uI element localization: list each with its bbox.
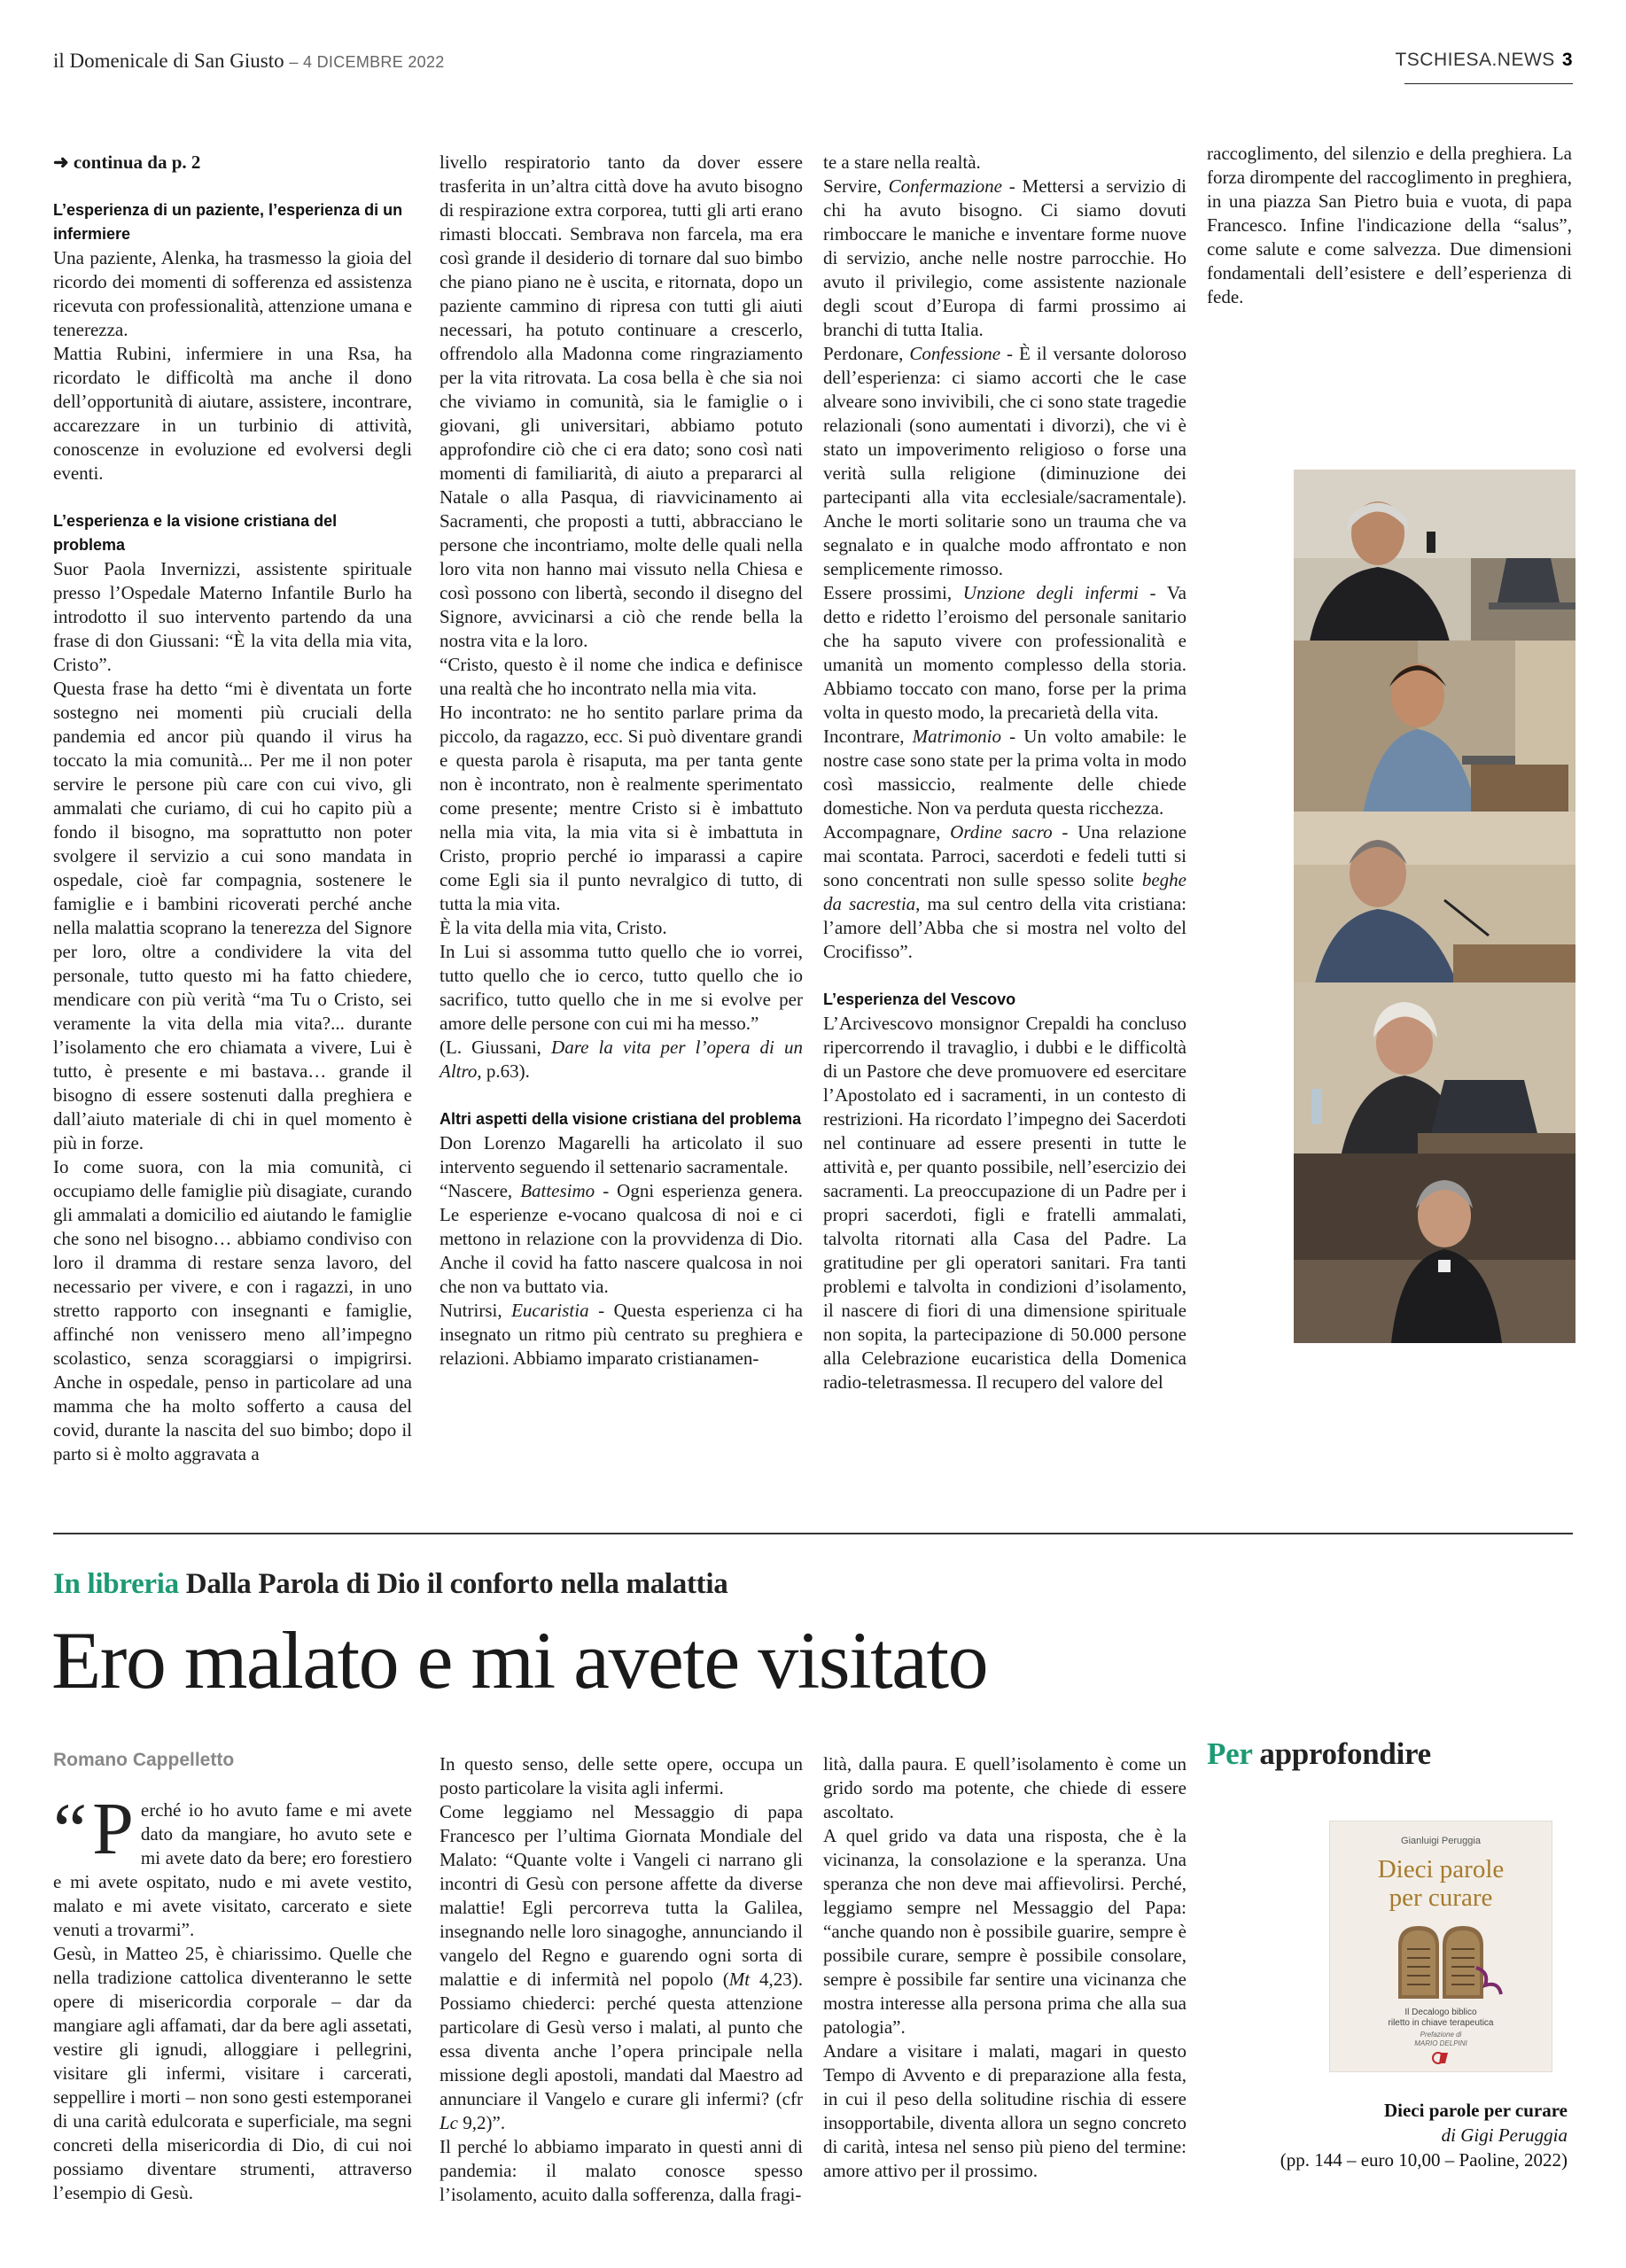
- bottom-column-3: [823, 1752, 1186, 2183]
- caption-title: Dieci parole per curare: [1383, 2100, 1568, 2121]
- paragraph: [823, 175, 1186, 342]
- paragraph: Questa frase ha detto “mi è diventata un forte sostegno nei momenti più cruciali della pandemia ed ancor più quando il virus ha toccato la mia comunità... Per me il non poter servire le persone più care con cui vivo, gli ammalati che curiamo, di cui ho capito più a fondo il bisogno, ma soprattutto non poter svolgere il servizio a cui sono mandata in ospedale, cioè far compagnia, sostenere le famiglie e i bambini ricoverati perché anche nella malattia scoprano la tenerezza del Signore per loro, oltre a condividere la vita del personale, tutto questo mi ha fatto chiedere, mendicare con più verità “ma Tu o Cristo, sei veramente la vita della mia vita?... durante l’isolamento che ero chiamata a vivere, Lui è tutto, è presente e mi bastava… grande il bisogno di essere sostenuti dalla preghiera e dall’aiuto materiale di chi in quel momento è più in forze.: [53, 678, 412, 1153]
- publisher-logo-icon: [1432, 2050, 1450, 2066]
- book-author: Gianluigi Peruggia: [1401, 1836, 1481, 1846]
- book-preface-line: Prefazione di: [1420, 2031, 1462, 2039]
- section-kicker: [53, 1568, 727, 1601]
- citation-page: , p.63).: [477, 1060, 530, 1082]
- text: - Una relazione mai scontata. Parroci, sacerdoti e fedeli tutti si sono concentrati non sulle spesso solite: [823, 821, 1186, 890]
- issue-date: – 4 DICEMBRE 2022: [289, 53, 445, 71]
- kicker-subtitle: Dalla Parola di Dio il conforto nella malattia: [178, 1568, 728, 1600]
- paragraph: te a stare nella realtà.: [823, 151, 981, 173]
- paragraph: [440, 1299, 803, 1371]
- book-preface: [1330, 2031, 1552, 2048]
- book-subtitle-line: riletto in chiave terapeutica: [1388, 2018, 1494, 2028]
- paragraph: [823, 342, 1186, 581]
- paragraph: Io come suora, con la mia comunità, ci occupiamo delle famiglie più disagiate, curando gli ammalati a domicilio ed aiutando le famiglie che sono nel bisogno… abbiamo condiviso con loro il dramma di restare senza lavoro, del necessario per vivere, e con i ragazzi, in uno stretto rapporto con insegnanti e famiglie, affinché non venissero meno all’impegno scolastico, senza scoraggiarsi o impigrirsi. Anche in ospedale, penso in particolare ad una mamma che ha molto sofferto a causa del covid, durante la nascita del suo bimbo; dopo il parto si è molto aggravata a: [53, 1156, 412, 1464]
- text: Incontrare,: [823, 726, 913, 747]
- byline: Romano Cappelletto: [53, 1750, 235, 1770]
- book-title-line: Dieci parole: [1377, 1855, 1505, 1884]
- paragraph: [53, 1787, 412, 1942]
- top-column-3: [823, 151, 1186, 1394]
- paragraph: È la vita della mia vita, Cristo.: [440, 917, 667, 938]
- caption-info: (pp. 144 – euro 10,00 – Paoline, 2022): [1280, 2149, 1568, 2171]
- text: Nutrirsi,: [440, 1300, 512, 1321]
- publication-line: [53, 50, 445, 73]
- sidebar-title-accent: Per: [1207, 1736, 1252, 1771]
- book-subtitle-line: Il Decalogo biblico: [1404, 2008, 1477, 2017]
- bottom-column-1: [53, 1787, 412, 2205]
- page-number: 3: [1561, 50, 1573, 70]
- sacrament-name: Matrimonio: [912, 726, 1002, 747]
- citation-title: Dare la vita per l’opera di un Altro: [440, 1037, 803, 1082]
- sacrament-name: Unzione degli infermi: [962, 582, 1139, 603]
- speaker-photo-5: [1294, 1153, 1575, 1343]
- subheading: L’esperienza e la visione cristiana del problema: [53, 512, 338, 554]
- section-divider: [53, 1533, 1573, 1534]
- paragraph: Suor Paola Invernizzi, assistente spirituale presso l’Ospedale Materno Infantile Burlo ha introdotto il suo intervento partendo da una frase di don Giussani: “È la vita della mia vita, Cristo”.: [53, 558, 412, 675]
- subheading: L’esperienza del Vescovo: [823, 990, 1016, 1008]
- sidebar-title-text: approfondire: [1251, 1736, 1431, 1771]
- paragraph: L’Arcivescovo monsignor Crepaldi ha concluso ripercorrendo il travaglio, i dubbi e le difficoltà di un Pastore che deve promuovere ed esercitare l’Apostolato ed i sacramenti, in un contesto di restrizioni. Ha ricordato l’impegno dei Sacerdoti nel continuare ad essere presenti in tutte le attività e, per quanto possibile, nell’esercizio dei sacramenti. La preoccupazione di un Padre per i propri sacerdoti, figli e fratelli ammalati, talvolta ritornati alla Casa del Padre. La gratitudine per gli operatori sanitari. Fra tanti problemi e talvolta in condizioni d’isolamento, il nascere di fiori di una dimensione spirituale non sopita, la partecipazione di 50.000 persone alla Celebrazione eucaristica della Domenica radio-teletrasmessa. Il recupero del valore del: [823, 1013, 1186, 1393]
- bottom-column-2: [440, 1752, 803, 2207]
- text: Essere prossimi,: [823, 582, 963, 603]
- speaker-photo-4: [1294, 983, 1575, 1172]
- top-column-2: [440, 151, 803, 1371]
- scripture-ref: Lc: [440, 2112, 458, 2133]
- site-line: [1395, 50, 1573, 71]
- text: , ma sul centro della vita cristiana: l’amore dell’Abba che si mostra nel volto del Crocifisso”.: [823, 893, 1186, 962]
- continua-link[interactable]: ➜ continua da p. 2: [53, 151, 201, 173]
- subheading: Altri aspetti della visione cristiana del problema: [440, 1110, 802, 1128]
- text: 4,23). Possiamo chiederci: perché questa attenzione particolare di Gesù verso i malati, al punto che essa diventa anche l’opera principale nella missione degli apostoli, mandati dal Maestro ad annunciare il Vangelo e curare gli infermi? (cfr: [440, 1969, 803, 2109]
- paragraph: Una paziente, Alenka, ha trasmesso la gioia del ricordo dei momenti di sofferenza ed assistenza ricevuta con professionalità, attenzione umana e tenerezza.: [53, 247, 412, 340]
- speaker-photo-3: [1294, 812, 1575, 1001]
- kicker-label: In libreria: [53, 1568, 179, 1600]
- text: “Nascere,: [440, 1180, 521, 1201]
- text: - Mettersi a servizio di chi ha avuto bisogno. Ci siamo dovuti rimboccare le maniche e inventare forme nuove di servizio, anche nelle nostre parrocchie. Ho avuto il privilegio, come assistente nazionale degli scout d’Europa di farmi prossimo ai branchi di tutta Italia.: [823, 175, 1186, 340]
- book-title: [1330, 1855, 1552, 1912]
- speaker-photo-2: [1294, 641, 1575, 830]
- text: - Va detto e ridetto l’eroismo del personale sanitario che ha saputo vivere con professionalità e umanità un momento complesso della storia. Abbiamo toccato con mano, forse per la prima volta in questo modo, la precarietà della vita.: [823, 582, 1186, 723]
- paragraph: [440, 1179, 803, 1299]
- sacrament-name: Confermazione: [888, 175, 1002, 197]
- paragraph: Gesù, in Matteo 25, è chiarissimo. Quelle che nella tradizione cattolica diventeranno le sette opere di misericordia corporale – dar da mangiare agli affamati, dar da bere agli assetati, vestire gli ignudi, alloggiare i pellegrini, visitare gli infermi, visitare i carcerati, seppellire i morti – non sono gesti estemporanei di una carità edulcorata e superficiale, ma segni concreti della misericordia di Dio, di cui noi possiamo diventare strumenti, attraverso l’esempio di Gesù.: [53, 1943, 412, 2203]
- article-headline: Ero malato e mi avete visitato: [51, 1615, 988, 1705]
- text: - È il versante doloroso dell’esperienza: ci siamo accorti che le case alveare sono invivibili, che ci sono state tragedie relazionali (sono aumentati i divorzi), che vi è stato un impoverimento religioso o forse una verità sulla religione (diminuzione dei partecipanti alla vita ecclesiale/sacramentale). Anche le morti solitarie sono un trauma che va segnalato e in qualche modo affrontato e non semplicemente rimosso.: [823, 343, 1187, 579]
- text: Perdonare,: [823, 343, 910, 364]
- paragraph: Andare a visitare i malati, magari in questo Tempo di Avvento e di preparazione alla festa, in cui il peso della solitudine rischia di essere insopportabile, diventa allora un segno concreto di carità, intesa nel senso più pieno del termine: amore attivo per il prossimo.: [823, 2040, 1186, 2181]
- paragraph: raccoglimento, del silenzio e della preghiera. La forza dirompente del raccoglimento in preghiera, in una piazza San Pietro buia e vuota, di papa Francesco. Infine l'indicazione della “salus”, come salute e come salvezza. Due dimensioni fondamentali dell’esistere e dell’esperienza di fede.: [1207, 143, 1572, 307]
- italic-phrase: beghe da sacrestia: [823, 869, 1186, 914]
- paragraph: [823, 820, 1186, 964]
- tablets-illustration: [1379, 1919, 1503, 2000]
- paragraph: [823, 581, 1186, 725]
- citation-text: (L. Giussani,: [440, 1037, 552, 1058]
- text: erché io ho avuto fame e mi avete dato da mangiare, ho avuto sete e mi avete dato da bere; ero forestiero e mi avete ospitato, nudo e mi avete vestito, malato e mi avete visitato, carcerato e siete venuti a trovarmi”.: [53, 1799, 412, 1940]
- text: Servire,: [823, 175, 889, 197]
- paragraph: A quel grido va data una risposta, che è la vicinanza, la consolazione e la speranza. Una speranza che non deve mai affievolirsi. Perché, leggiamo sempre nel Messaggio del Papa: “anche quando non è possibile guarire, sempre è possibile curare, sempre è possibile consolare, sempre è possibile far sentire una vicinanza che mostra interesse alla persona prima che alla sua patologia”.: [823, 1825, 1186, 2038]
- paragraph: Mattia Rubini, infermiere in una Rsa, ha ricordato le difficoltà ma anche il dono dell’opportunità di aiutare, assistere, incontrare, accarezzare in un turbinio di attività, conoscenze in evoluzione ed evolversi degli eventi.: [53, 343, 412, 484]
- page-header: [53, 43, 1573, 87]
- paragraph: lità, dalla paura. E quell’isolamento è come un grido sordo ma potente, che chiede di essere ascoltato.: [823, 1753, 1186, 1822]
- paragraph: livello respiratorio tanto da dover essere trasferita in un’altra città dove ha avuto bisogno di respirazione extra corporea, tutti gli arti erano rimasti bloccati. Sembrava non farcela, ma era così grande il desiderio di tornare dal suo bimbo che piano piano ne è uscita, e ritornata, dopo un paziente cammino di ripresa con tutti gli aiuti necessari, ha potuto continuare a crescerlo, offrendolo alla Madonna come ringraziamento per la vita ritrovata. La cosa bella è che sia noi che viviamo in comunità, sia le famiglie o i giovani, gli universitari, abbiamo potuto approfondire ciò che ci era dato; sono così nati momenti di familiarità, di aiuto a prepararci al Natale o alla Pasqua, di riavvicinamento ai Sacramenti, che proposti a tutti, abbracciano le persone che incontriamo, molte delle quali nella loro vita non hanno mai vissuto nella Chiesa e così possono con libertà, secondo il disegno del Signore, avvicinarsi a ciò che rende bella la nostra vita e la loro.: [440, 151, 803, 651]
- sacrament-name: Confessione: [909, 343, 1001, 364]
- paragraph: Don Lorenzo Magarelli ha articolato il suo intervento seguendo il settenario sacramentale.: [440, 1132, 803, 1177]
- text: - Un volto amabile: le nostre case sono state per la prima volta in modo così massiccio, realmente delle chiede domestiche. Non va perduta questa ricchezza.: [823, 726, 1186, 819]
- sacrament-name: Battesimo: [520, 1180, 595, 1201]
- header-rule: [1404, 83, 1573, 84]
- paragraph: [440, 1800, 803, 2135]
- text: Accompagnare,: [823, 821, 951, 843]
- book-title-line: per curare: [1389, 1884, 1493, 1912]
- top-column-4: [1207, 142, 1572, 309]
- scripture-ref: Mt: [728, 1969, 751, 1990]
- book-cover: [1329, 1821, 1552, 2072]
- speaker-photo-1: [1294, 470, 1575, 659]
- caption-author: di Gigi Peruggia: [1441, 2124, 1568, 2146]
- sacrament-name: Ordine sacro: [950, 821, 1053, 843]
- publication-name: il Domenicale di San Giusto: [53, 50, 284, 72]
- subheading: L’esperienza di un paziente, l’esperienza di un infermiere: [53, 201, 403, 243]
- sacrament-name: Eucaristia: [511, 1300, 589, 1321]
- sidebar-title: [1207, 1736, 1431, 1772]
- text: Come leggiamo nel Messaggio di papa Francesco per l’ultima Giornata Mondiale del Malato: “Quante volte i Vangeli ci narrano gli incontri di Gesù con persone affette da diverse malattie! Egli percorreva tutta la Galilea, insegnando nelle loro sinagoghe, annunciando il vangelo del Regno e guarendo ogni sorta di malattie e di infermità nel popolo (: [440, 1801, 803, 1990]
- book-caption: [1280, 2098, 1568, 2172]
- paragraph: In Lui si assomma tutto quello che io vorrei, tutto quello che io cerco, tutto quello che io sacrifico, tutto quello che in me si evolve per amore delle persone con cui mi ha messo.”: [440, 941, 803, 1034]
- text: 9,2)”.: [458, 2112, 506, 2133]
- drop-cap: P: [92, 1788, 134, 1870]
- book-subtitle: [1330, 2008, 1552, 2029]
- text: - Ogni esperienza genera. Le esperienze e-vocano qualcosa di noi e ci mettono in relazione con la provvidenza di Dio. Anche il covid ha fatto nascere qualcosa in noi che non va buttato via.: [440, 1180, 803, 1297]
- book-preface-line: MARIO DELPINI: [1414, 2039, 1467, 2047]
- top-column-1: [53, 151, 412, 1466]
- paragraph: Ho incontrato: ne ho sentito parlare prima da piccolo, da ragazzo, ecc. Si può diventare grandi e questa parola è risaputa, ma per tanta gente non è incontrato, non è realmente sperimentato come presente; mentre Cristo si è imbattuto nella mia vita, la mia vita si è imbattuta in Cristo, proprio perché io imparassi a capire come Egli sia il punto nevralgico di tutto, di tutta la mia vita.: [440, 702, 803, 914]
- paragraph: In questo senso, delle sette opere, occupa un posto particolare la visita agli infermi.: [440, 1753, 803, 1798]
- site-name: TSCHIESA.NEWS: [1395, 50, 1555, 70]
- paragraph: Il perché lo abbiamo imparato in questi anni di pandemia: il malato conosce spesso l’isolamento, acuito dalla sofferenza, dalla fragi-: [440, 2136, 803, 2205]
- opening-quote: “: [53, 1787, 88, 1872]
- text: - Questa esperienza ci ha insegnato un ritmo più centrato su preghiera e relazioni. Abbiamo imparato cristianamen-: [440, 1300, 804, 1369]
- citation: [440, 1036, 803, 1084]
- paragraph: [823, 725, 1186, 820]
- paragraph: “Cristo, questo è il nome che indica e definisce una realtà che ho incontrato nella mia vita.: [440, 654, 803, 699]
